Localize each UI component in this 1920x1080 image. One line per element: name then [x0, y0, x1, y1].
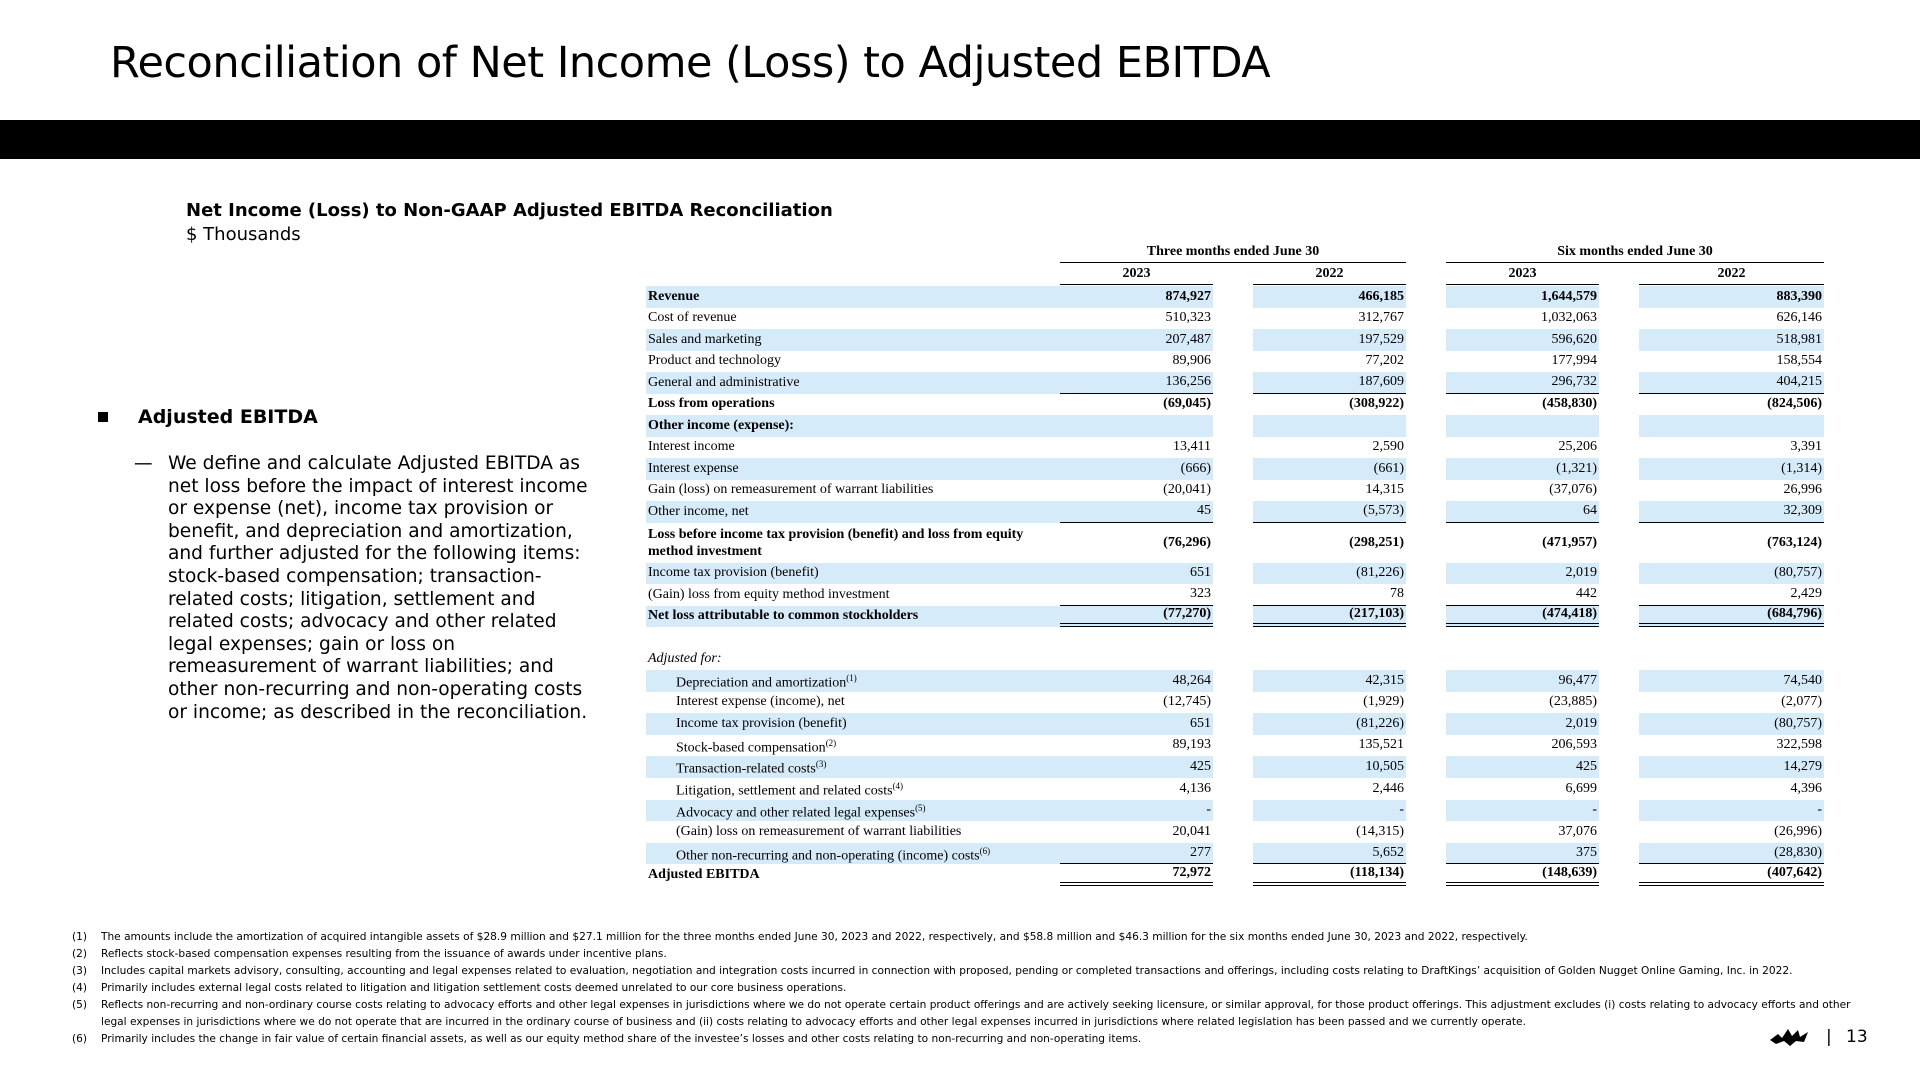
reconciliation-subtitle: Net Income (Loss) to Non-GAAP Adjusted EBITDA Reconciliation — [186, 200, 833, 221]
column-gap — [1406, 843, 1446, 865]
footnote-text: Primarily includes external legal costs related to litigation and litigation settlement costs deemed unrelated to our core business operations. — [101, 982, 847, 994]
row-value: 518,981 — [1639, 329, 1824, 351]
row-value: 89,906 — [1172, 353, 1211, 369]
adjustment-label — [646, 735, 1060, 757]
row-value: 2,590 — [1372, 439, 1404, 455]
column-gap — [1599, 778, 1639, 800]
row-value — [1060, 415, 1213, 437]
column-gap — [1213, 480, 1253, 502]
footnote-number: (2) — [72, 948, 88, 960]
column-gap — [1213, 308, 1253, 330]
financial-table — [646, 286, 1824, 886]
row-label: Product and technology — [648, 353, 781, 369]
footnote-number: (5) — [72, 999, 88, 1011]
row-label: Interest income — [648, 439, 735, 455]
row-label: Cost of revenue — [648, 310, 737, 326]
row-value: - — [1446, 800, 1599, 822]
column-gap — [1406, 800, 1446, 822]
footnote-ref: (5) — [915, 802, 926, 813]
period-header-row — [646, 243, 1824, 265]
row-label: (Gain) loss from equity method investment — [648, 586, 890, 602]
column-gap — [1213, 778, 1253, 800]
column-gap — [1406, 501, 1446, 523]
column-gap — [1406, 286, 1446, 308]
spacer-row — [646, 627, 1824, 649]
column-gap — [1599, 308, 1639, 330]
row-value: (661) — [1253, 458, 1406, 480]
column-gap — [1213, 756, 1253, 778]
table-row — [646, 735, 1824, 757]
column-gap — [1406, 821, 1446, 843]
footnote-number: (3) — [72, 965, 88, 977]
row-value: (37,076) — [1549, 482, 1597, 498]
row-value — [1253, 415, 1406, 437]
adjustment-text: Interest expense (income), net — [676, 694, 845, 710]
table-row — [646, 821, 1824, 843]
row-value: 510,323 — [1165, 310, 1211, 326]
adjustment-text: Income tax provision (benefit) — [676, 715, 847, 731]
row-value: 207,487 — [1060, 329, 1213, 351]
total-label: Adjusted EBITDA — [648, 867, 760, 883]
column-gap — [1599, 606, 1639, 628]
table-row — [646, 329, 1824, 351]
row-value: (666) — [1060, 458, 1213, 480]
footnote-ref: (4) — [892, 780, 904, 791]
adjustment-text: (Gain) loss on remeasurement of warrant liabilities — [676, 824, 962, 840]
empty-cell — [1060, 649, 1213, 671]
footnote-item — [72, 963, 1872, 980]
header-year-6m-2023: 2023 — [1446, 265, 1599, 285]
row-value: 2,446 — [1372, 780, 1404, 796]
row-value: 425 — [1060, 756, 1213, 778]
column-gap — [1599, 821, 1639, 843]
empty-cell — [1253, 649, 1406, 671]
column-gap — [1599, 843, 1639, 865]
table-row — [646, 563, 1824, 585]
row-value: 64 — [1446, 501, 1599, 523]
row-value: 197,529 — [1253, 329, 1406, 351]
column-gap — [1599, 351, 1639, 373]
row-value: 375 — [1446, 843, 1599, 865]
total-value: 72,972 — [1060, 864, 1213, 886]
row-value: 96,477 — [1446, 670, 1599, 692]
row-value: (23,885) — [1549, 694, 1597, 710]
column-gap — [1599, 800, 1639, 822]
column-gap — [1406, 480, 1446, 502]
column-gap — [1213, 563, 1253, 585]
crown-logo-icon — [1768, 1026, 1812, 1048]
table-row — [646, 480, 1824, 502]
table-row — [646, 713, 1824, 735]
page-number: 13 — [1846, 1027, 1868, 1047]
footnote-number: (6) — [72, 1033, 88, 1045]
adjustment-text: Stock-based compensation — [676, 740, 826, 756]
column-gap — [1599, 415, 1639, 437]
column-gap — [1406, 756, 1446, 778]
footnote-text: The amounts include the amortization of acquired intangible assets of $28.9 million and $27.1 million for the three months ended June 30, 2023 and 2022, respectively, and $58.8 million and $46.3 million for the six months ended June 30, 2023 and 2022, respectively. — [101, 931, 1528, 943]
table-row — [646, 415, 1824, 437]
column-gap — [1406, 692, 1446, 714]
row-value: (77,270) — [1060, 606, 1213, 628]
adjustment-label — [646, 843, 1060, 865]
adjustment-label — [646, 800, 1060, 822]
column-gap — [1406, 394, 1446, 416]
column-gap — [1599, 756, 1639, 778]
row-value: 48,264 — [1060, 670, 1213, 692]
column-gap — [1599, 286, 1639, 308]
column-gap — [1599, 501, 1639, 523]
row-value: 425 — [1446, 756, 1599, 778]
table-row — [646, 843, 1824, 865]
column-gap — [1213, 501, 1253, 523]
row-value: (1,314) — [1639, 458, 1824, 480]
row-value: 89,193 — [1172, 737, 1211, 753]
row-value: (1,929) — [1363, 694, 1404, 710]
page-title: Reconciliation of Net Income (Loss) to Adjusted EBITDA — [110, 38, 1271, 88]
year-header-row — [646, 265, 1824, 287]
adjustment-text: Litigation, settlement and related costs — [676, 783, 893, 799]
row-value: (824,506) — [1767, 396, 1822, 412]
adjustment-label — [646, 821, 1060, 843]
header-bar — [0, 120, 1920, 159]
bullet-adjusted-ebitda — [98, 406, 318, 428]
empty-cell — [1639, 649, 1824, 671]
column-gap — [1213, 843, 1253, 865]
column-gap — [1599, 480, 1639, 502]
column-gap — [1406, 458, 1446, 480]
table-row — [646, 756, 1824, 778]
column-gap — [1599, 523, 1639, 563]
row-value: 177,994 — [1551, 353, 1597, 369]
table-row — [646, 778, 1824, 800]
row-value: (2,077) — [1781, 694, 1822, 710]
row-label: Net loss attributable to common stockholders — [646, 606, 1060, 628]
column-gap — [1213, 584, 1253, 606]
row-value: - — [1060, 800, 1213, 822]
row-value: 404,215 — [1639, 372, 1824, 394]
column-gap — [1213, 735, 1253, 757]
table-row — [646, 692, 1824, 714]
table-row — [646, 606, 1824, 628]
column-gap — [1406, 778, 1446, 800]
column-gap — [1213, 800, 1253, 822]
row-value: 37,076 — [1558, 824, 1597, 840]
column-gap — [1406, 735, 1446, 757]
column-gap — [1406, 713, 1446, 735]
row-value — [1639, 415, 1824, 437]
row-value: (28,830) — [1639, 843, 1824, 865]
table-row — [646, 394, 1824, 416]
column-gap — [1213, 415, 1253, 437]
column-gap — [1599, 692, 1639, 714]
column-gap — [1599, 735, 1639, 757]
row-value: 77,202 — [1365, 353, 1404, 369]
row-value: (80,757) — [1639, 563, 1824, 585]
column-gap — [1599, 394, 1639, 416]
row-value: 466,185 — [1253, 286, 1406, 308]
footnote-item — [72, 980, 1872, 997]
column-gap — [1406, 584, 1446, 606]
row-value: 6,699 — [1565, 780, 1597, 796]
row-value: (26,996) — [1774, 824, 1822, 840]
footnote-item — [72, 1031, 1872, 1048]
row-value: (81,226) — [1253, 713, 1406, 735]
row-value: 626,146 — [1776, 310, 1822, 326]
page-separator: | — [1826, 1027, 1832, 1047]
adjusted-for-row — [646, 649, 1824, 671]
column-gap — [1213, 286, 1253, 308]
footnote-text: Reflects stock-based compensation expenses resulting from the issuance of awards under incentive plans. — [101, 948, 667, 960]
footnote-text: Reflects non-recurring and non-ordinary course costs relating to advocacy efforts and other legal expenses in jurisdictions where we do not operate certain product offerings and are actively seeking licensure, or similar approval, for those product offerings. This adjustment excludes (i) costs relating to advocacy efforts and other legal expenses in jurisdictions where we do not operate that are incurred in the ordinary course of business and (ii) costs relating to advocacy efforts and other legal expenses incurred in jurisdictions where related legislation has been passed and we currently operate. — [101, 999, 1851, 1028]
row-value: 296,732 — [1446, 372, 1599, 394]
row-value: (763,124) — [1767, 534, 1822, 550]
empty-cell — [1406, 649, 1446, 671]
row-value: (1,321) — [1446, 458, 1599, 480]
empty-cell — [1446, 649, 1599, 671]
header-year-3m-2022: 2022 — [1253, 265, 1406, 285]
footnote-item — [72, 929, 1872, 946]
row-value: 4,136 — [1179, 780, 1211, 796]
row-value: (308,922) — [1349, 396, 1404, 412]
column-gap — [1406, 563, 1446, 585]
row-value: (471,957) — [1542, 534, 1597, 550]
units-label: $ Thousands — [186, 224, 301, 245]
row-value: 874,927 — [1060, 286, 1213, 308]
row-value: 14,315 — [1365, 482, 1404, 498]
table-row — [646, 372, 1824, 394]
row-value: 442 — [1446, 584, 1599, 606]
row-value: 45 — [1060, 501, 1213, 523]
row-value: 4,396 — [1790, 780, 1822, 796]
row-value: 135,521 — [1358, 737, 1404, 753]
adjustment-text: Advocacy and other related legal expenses — [676, 805, 916, 821]
column-gap — [1213, 606, 1253, 628]
column-gap — [1406, 606, 1446, 628]
row-label: Other income, net — [646, 501, 1060, 523]
column-gap — [1213, 670, 1253, 692]
row-value: 187,609 — [1253, 372, 1406, 394]
header-three-months: Three months ended June 30 — [1060, 243, 1406, 263]
row-value: 25,206 — [1558, 439, 1597, 455]
adjustment-label — [646, 756, 1060, 778]
bullet-label: Adjusted EBITDA — [138, 406, 318, 428]
column-gap — [1213, 437, 1253, 459]
column-gap — [1213, 713, 1253, 735]
header-year-3m-2023: 2023 — [1060, 265, 1213, 285]
column-gap — [1213, 394, 1253, 416]
table-row — [646, 351, 1824, 373]
row-label: General and administrative — [646, 372, 1060, 394]
footnote-text: Primarily includes the change in fair value of certain financial assets, as well as our equity method share of the investee’s losses and other costs relating to non-recurring and non-operating items. — [101, 1033, 1142, 1045]
row-value: 596,620 — [1446, 329, 1599, 351]
header-six-months: Six months ended June 30 — [1446, 243, 1824, 263]
total-value: (148,639) — [1446, 864, 1599, 886]
adjustment-label — [646, 670, 1060, 692]
column-gap — [1406, 864, 1446, 886]
column-gap — [1406, 351, 1446, 373]
column-gap — [1406, 308, 1446, 330]
column-gap — [1406, 523, 1446, 563]
footnote-number: (4) — [72, 982, 88, 994]
row-value: 277 — [1060, 843, 1213, 865]
row-value: 5,652 — [1253, 843, 1406, 865]
row-value: 1,644,579 — [1446, 286, 1599, 308]
row-value: (474,418) — [1446, 606, 1599, 628]
row-value: - — [1639, 800, 1824, 822]
column-gap — [1406, 670, 1446, 692]
row-value: 32,309 — [1639, 501, 1824, 523]
footnote-ref: (2) — [825, 737, 837, 748]
row-value: (217,103) — [1253, 606, 1406, 628]
row-value: 1,032,063 — [1541, 310, 1597, 326]
row-value: (81,226) — [1253, 563, 1406, 585]
row-label: Revenue — [646, 286, 1060, 308]
row-label: Sales and marketing — [646, 329, 1060, 351]
row-value: (14,315) — [1356, 824, 1404, 840]
column-gap — [1599, 864, 1639, 886]
adjustment-label — [646, 778, 1060, 800]
adjustment-text: Other non-recurring and non-operating (income) costs — [676, 848, 980, 864]
definition-body: We define and calculate Adjusted EBITDA as net loss before the impact of interest income or expense (net), income tax provision or benefit, and depreciation and amortization, and further adjusted for the following items: stock-based compensation; transaction-related costs; litigation, settlement and related costs; advocacy and other related legal expenses; gain or loss on remeasurement of warrant liabilities; and other non-recurring and non-operating costs or income; as described in the reconciliation. — [168, 453, 588, 723]
row-value: 26,996 — [1783, 482, 1822, 498]
row-value: 2,019 — [1446, 563, 1599, 585]
row-value: 883,390 — [1639, 286, 1824, 308]
row-value — [1446, 415, 1599, 437]
total-row — [646, 864, 1824, 886]
header-year-6m-2022: 2022 — [1639, 265, 1824, 285]
total-value: (118,134) — [1253, 864, 1406, 886]
row-value: - — [1253, 800, 1406, 822]
row-value: 322,598 — [1776, 737, 1822, 753]
footnote-text: Includes capital markets advisory, consulting, accounting and legal expenses related to evaluation, negotiation and integration costs incurred in connection with proposed, pending or completed transactions and offerings, including costs relating to DraftKings’ acquisition of Golden Nugget Online Gaming, Inc. in 2022. — [101, 965, 1793, 977]
column-gap — [1213, 329, 1253, 351]
table-row — [646, 584, 1824, 606]
empty-cell — [1599, 649, 1639, 671]
definition-text — [134, 453, 604, 724]
row-value: 13,411 — [1173, 439, 1211, 455]
row-label: Loss from operations — [648, 396, 775, 412]
total-value: (407,642) — [1639, 864, 1824, 886]
column-gap — [1599, 458, 1639, 480]
column-gap — [1406, 329, 1446, 351]
column-gap — [1599, 713, 1639, 735]
column-gap — [1213, 523, 1253, 563]
adjusted-for-label: Adjusted for: — [648, 651, 722, 667]
row-value: 651 — [1060, 713, 1213, 735]
row-value: (298,251) — [1349, 534, 1404, 550]
column-gap — [1406, 415, 1446, 437]
spacer-cell — [646, 627, 1824, 649]
adjustment-text: Depreciation and amortization — [676, 675, 847, 691]
row-value: 312,767 — [1358, 310, 1404, 326]
footnote-ref: (1) — [846, 673, 857, 683]
column-gap — [1599, 372, 1639, 394]
table-row — [646, 437, 1824, 459]
square-bullet-icon — [98, 412, 108, 422]
row-value: 3,391 — [1790, 439, 1822, 455]
row-value: 651 — [1060, 563, 1213, 585]
row-value: 136,256 — [1060, 372, 1213, 394]
adjustment-label — [646, 692, 1060, 714]
reconciliation-table — [646, 243, 1824, 886]
column-gap — [1406, 372, 1446, 394]
row-value: 20,041 — [1172, 824, 1211, 840]
table-row — [646, 501, 1824, 523]
column-gap — [1213, 864, 1253, 886]
column-gap — [1599, 670, 1639, 692]
column-gap — [1213, 351, 1253, 373]
row-value: 2,429 — [1639, 584, 1824, 606]
row-value: (684,796) — [1639, 606, 1824, 628]
column-gap — [1599, 329, 1639, 351]
table-row — [646, 670, 1824, 692]
row-label: Loss before income tax provision (benefit) and loss from equity method investment — [648, 526, 1024, 559]
column-gap — [1406, 437, 1446, 459]
footnote-ref: (6) — [979, 845, 991, 856]
row-value: (20,041) — [1163, 482, 1211, 498]
column-gap — [1599, 584, 1639, 606]
table-row — [646, 800, 1824, 822]
row-value: (69,045) — [1163, 396, 1211, 412]
table-row — [646, 523, 1824, 563]
row-label: Interest expense — [646, 458, 1060, 480]
adjustment-text: Transaction-related costs — [676, 761, 816, 777]
empty-cell — [1213, 649, 1253, 671]
row-value: 206,593 — [1551, 737, 1597, 753]
row-value: (80,757) — [1639, 713, 1824, 735]
footnote-number: (1) — [72, 931, 88, 943]
column-gap — [1213, 372, 1253, 394]
row-value: 10,505 — [1253, 756, 1406, 778]
table-row — [646, 286, 1824, 308]
row-label: Gain (loss) on remeasurement of warrant liabilities — [648, 482, 934, 498]
row-value: 2,019 — [1446, 713, 1599, 735]
row-value: 78 — [1253, 584, 1406, 606]
table-row — [646, 458, 1824, 480]
row-label: Other income (expense): — [646, 415, 1060, 437]
row-value: (5,573) — [1253, 501, 1406, 523]
row-value: 158,554 — [1776, 353, 1822, 369]
dash-marker: — — [134, 453, 153, 474]
row-value: 323 — [1060, 584, 1213, 606]
footnote-ref: (3) — [815, 759, 827, 770]
column-gap — [1213, 821, 1253, 843]
row-value: 74,540 — [1639, 670, 1824, 692]
table-row — [646, 308, 1824, 330]
footnote-item — [72, 946, 1872, 963]
adjustment-label — [646, 713, 1060, 735]
row-value: (12,745) — [1163, 694, 1211, 710]
column-gap — [1599, 563, 1639, 585]
row-value: 14,279 — [1639, 756, 1824, 778]
row-value: (76,296) — [1163, 534, 1211, 550]
footnote-item — [72, 997, 1872, 1031]
row-value: 42,315 — [1253, 670, 1406, 692]
column-gap — [1213, 692, 1253, 714]
row-label: Income tax provision (benefit) — [646, 563, 1060, 585]
column-gap — [1213, 458, 1253, 480]
table-heading — [186, 200, 833, 245]
footnotes — [72, 929, 1872, 1048]
column-gap — [1599, 437, 1639, 459]
row-value: (458,830) — [1542, 396, 1597, 412]
